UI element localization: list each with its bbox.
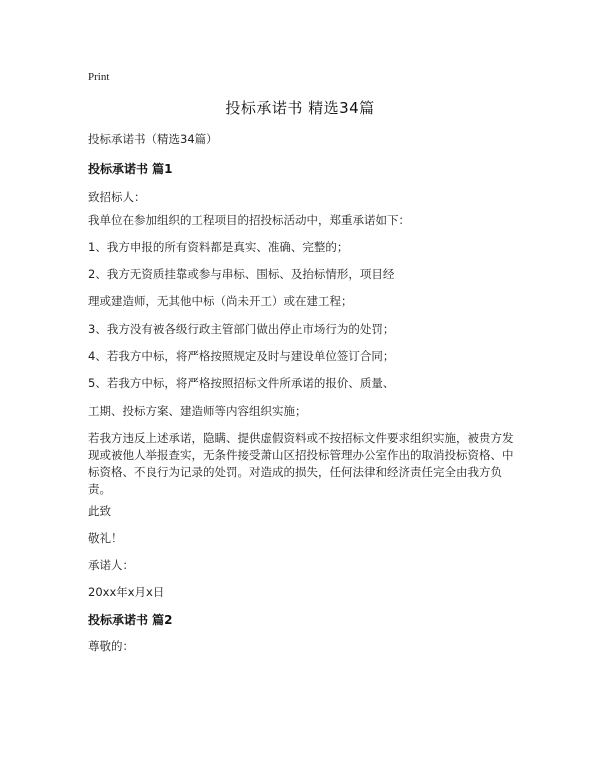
commitment-item-5-line-1: 5、若我方中标，将严格按照招标文件所承诺的报价、质量、	[88, 376, 395, 390]
commitment-item-4: 4、若我方中标，将严格按照规定及时与建设单位签订合同；	[88, 349, 395, 363]
violation-paragraph: 若我方违反上述承诺，隐瞒、提供虚假资料或不按招标文件要求组织实施，被贵方发现或被他人举报查实，无条件接受萧山区招投标管理办公室作出的取消投标资格、中标资格、不良行为记录的处罚。对造成的损失，任何法律和经济责任完全由我方负责。	[88, 431, 514, 496]
signer-label: 承诺人：	[88, 558, 134, 572]
intro-paragraph: 我单位在参加组织的工程项目的招投标活动中，郑重承诺如下：	[88, 213, 410, 227]
closing-line-2: 敬礼！	[88, 531, 123, 545]
page-title: 投标承诺书 精选34篇	[225, 99, 375, 117]
section-heading-1: 投标承诺书 篇1	[88, 162, 173, 176]
salutation-2: 尊敬的：	[88, 639, 134, 653]
document-subtitle: 投标承诺书（精选34篇）	[88, 132, 218, 146]
commitment-item-3: 3、我方没有被各级行政主管部门做出停止市场行为的处罚；	[88, 322, 395, 336]
date-line: 20xx年x月x日	[88, 585, 165, 599]
closing-line-1: 此致	[88, 504, 111, 518]
commitment-item-2-line-1: 2、我方无资质挂靠或参与串标、围标、及抬标情形，项目经	[88, 267, 395, 281]
print-label: Print	[88, 71, 110, 83]
commitment-item-5-line-2: 工期、投标方案、建造师等内容组织实施；	[88, 404, 307, 418]
salutation: 致招标人：	[88, 190, 146, 204]
section-heading-2: 投标承诺书 篇2	[88, 613, 173, 627]
commitment-item-2-line-2: 理或建造师，无其他中标（尚未开工）或在建工程；	[88, 294, 353, 308]
commitment-item-1: 1、我方申报的所有资料都是真实、准确、完整的；	[88, 240, 349, 254]
